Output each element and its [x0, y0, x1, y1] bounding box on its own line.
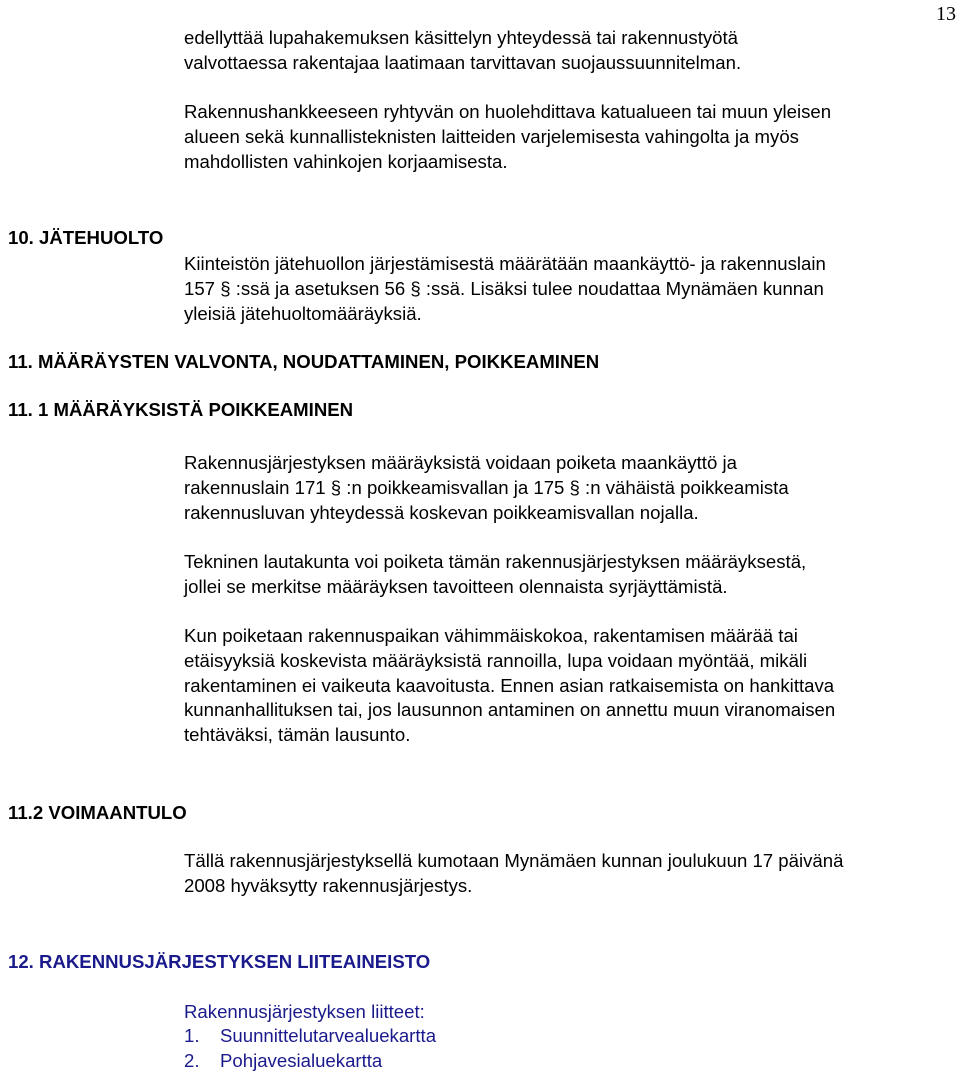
text-line: Kiinteistön jätehuollon järjestämisestä määrätään maankäyttö- ja rakennuslain — [184, 253, 826, 274]
paragraph-deviation-shores — [184, 624, 954, 748]
text-line: edellyttää lupahakemuksen käsittelyn yhteydessä tai rakennustyötä — [184, 27, 739, 48]
paragraph-street-damage — [184, 100, 954, 174]
text-line: yleisiä jätehuoltomääräyksiä. — [184, 302, 422, 324]
heading-supervision: 11. MÄÄRÄYSTEN VALVONTA, NOUDATTAMINEN, POIKKEAMINEN — [8, 351, 600, 372]
text-line: Rakennushankkeeseen ryhtyvän on huolehdittava katualueen tai muun yleisen — [184, 101, 832, 122]
appendix-intro: Rakennusjärjestyksen liitteet: — [184, 1001, 425, 1022]
text-line: tehtäväksi, tämän lausunto. — [184, 724, 411, 746]
paragraph-deviation-law — [184, 451, 954, 525]
text-line: alueen sekä kunnallisteknisten laitteiden varjelemisesta vahingolta ja myös — [184, 125, 799, 147]
text-line: kunnanhallituksen tai, jos lausunnon antaminen on annettu muun viranomaisen — [184, 699, 836, 721]
page-number: 13 — [936, 3, 956, 25]
heading-appendix: 12. RAKENNUSJÄRJESTYKSEN LIITEAINEISTO — [8, 951, 431, 972]
heading-deviation: 11. 1 MÄÄRÄYKSISTÄ POIKKEAMINEN — [8, 399, 354, 420]
appendix-item-number: 1. — [184, 1025, 200, 1046]
paragraph-waste-management — [184, 252, 954, 326]
appendix-item-label: Pohjavesialuekartta — [220, 1049, 383, 1071]
appendix-item — [184, 1049, 436, 1074]
appendix-item-label: Suunnittelutarvealuekartta — [220, 1025, 437, 1046]
paragraph-deviation-committee — [184, 550, 954, 600]
text-line: rakennusluvan yhteydessä koskevan poikkeamisvallan nojalla. — [184, 501, 699, 523]
heading-entry-into-force: 11.2 VOIMAANTULO — [8, 802, 187, 823]
text-line: rakentaminen ei vaikeuta kaavoitusta. Ennen asian ratkaisemista on hankittava — [184, 674, 835, 696]
text-line: Rakennusjärjestyksen määräyksistä voidaan poiketa maankäyttö ja — [184, 452, 737, 473]
text-line: Kun poiketaan rakennuspaikan vähimmäiskokoa, rakentamisen määrää tai — [184, 625, 798, 646]
paragraph-protection-plan — [184, 26, 954, 76]
text-line: Tekninen lautakunta voi poiketa tämän rakennusjärjestyksen määräyksestä, — [184, 551, 807, 572]
text-line: valvottaessa rakentajaa laatimaan tarvittavan suojaussuunnitelman. — [184, 51, 742, 73]
appendix-item-number: 2. — [184, 1049, 200, 1071]
appendix-list — [184, 1024, 436, 1074]
text-line: jollei se merkitse määräyksen tavoitteen olennaista syrjäyttämistä. — [184, 575, 728, 597]
text-line: 2008 hyväksytty rakennusjärjestys. — [184, 874, 473, 896]
text-line: mahdollisten vahinkojen korjaamisesta. — [184, 150, 508, 172]
text-line: Tällä rakennusjärjestyksellä kumotaan Mynämäen kunnan joulukuun 17 päivänä — [184, 850, 844, 871]
text-line: rakennuslain 171 § :n poikkeamisvallan ja 175 § :n vähäistä poikkeamista — [184, 476, 789, 498]
paragraph-entry-into-force — [184, 849, 954, 899]
text-line: etäisyyksiä koskevista määräyksistä rannoilla, lupa voidaan myöntää, mikäli — [184, 649, 808, 671]
text-line: 157 § :ssä ja asetuksen 56 § :ssä. Lisäksi tulee noudattaa Mynämäen kunnan — [184, 277, 824, 299]
heading-waste-management: 10. JÄTEHUOLTO — [8, 227, 164, 248]
appendix-item — [184, 1024, 436, 1049]
